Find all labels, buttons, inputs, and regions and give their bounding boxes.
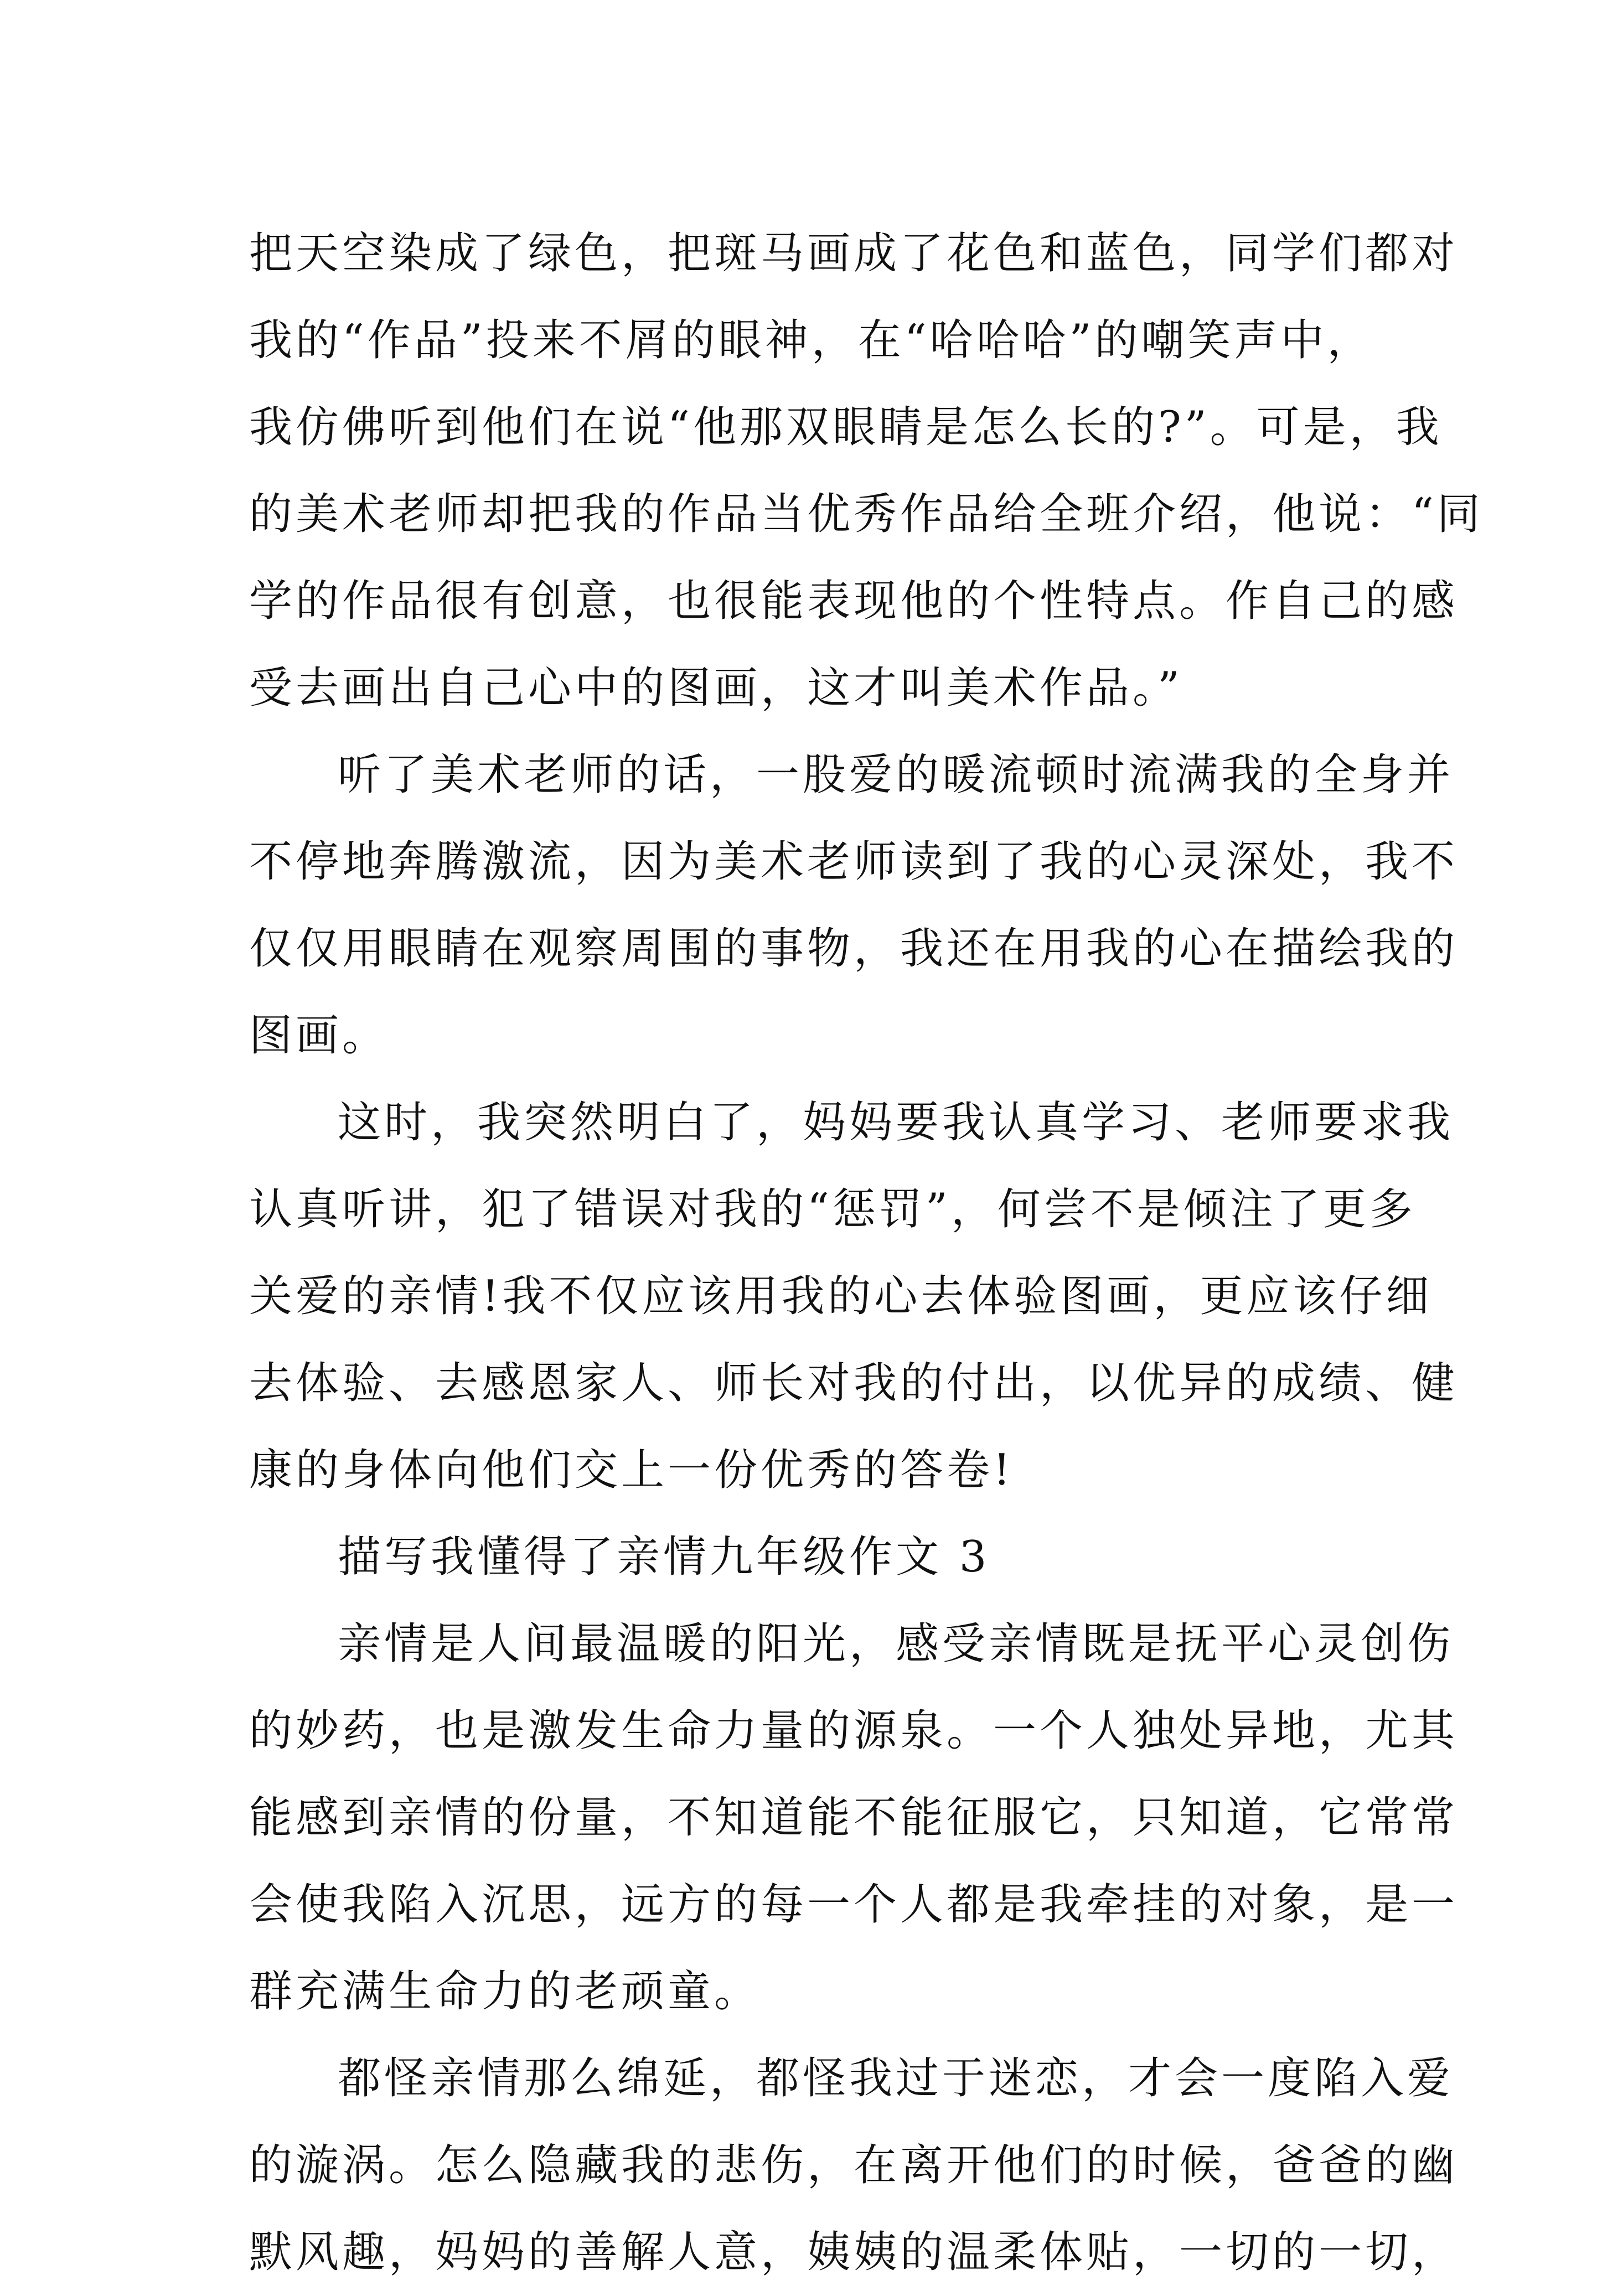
paragraph-first-line: 这时，我突然明白了，妈妈要我认真学习、老师要求我 <box>338 1098 1454 1147</box>
paragraph-first-line: 亲情是人间最温暖的阳光，感受亲情既是抚平心灵创伤 <box>338 1619 1454 1669</box>
text-line: 受去画出自己心中的图画，这才叫美术作品。” <box>249 663 1183 713</box>
text-line: 康的身体向他们交上一份优秀的答卷! <box>249 1445 1014 1495</box>
text-line: 不停地奔腾激流，因为美术老师读到了我的心灵深处，我不 <box>249 837 1459 887</box>
text-line: 的漩涡。怎么隐藏我的悲伤，在离开他们的时候，爸爸的幽 <box>249 2140 1459 2190</box>
text-line: 把天空染成了绿色，把斑马画成了花色和蓝色，同学们都对 <box>249 229 1459 278</box>
text-line: 我的“作品”投来不屑的眼神，在“哈哈哈”的嘲笑声中， <box>249 316 1374 365</box>
text-line: 关爱的亲情!我不仅应该用我的心去体验图画，更应该仔细 <box>249 1271 1433 1321</box>
text-line: 默风趣，妈妈的善解人意，姨姨的温柔体贴，一切的一切， <box>249 2227 1459 2277</box>
text-line: 我仿佛听到他们在说“他那双眼睛是怎么长的?”。可是，我 <box>249 402 1443 452</box>
text-line: 的美术老师却把我的作品当优秀作品给全班介绍，他说：“同 <box>249 489 1484 539</box>
text-line: 认真听讲，犯了错误对我的“惩罚”，何尝不是倾注了更多 <box>249 1185 1416 1234</box>
paragraph-first-line: 都怪亲情那么绵延，都怪我过于迷恋，才会一度陷入爱 <box>338 2054 1454 2103</box>
text-line: 的妙药，也是激发生命力量的源泉。一个人独处异地，尤其 <box>249 1706 1459 1756</box>
text-line: 图画。 <box>249 1011 389 1061</box>
section-heading: 描写我懂得了亲情九年级作文 3 <box>338 1532 990 1582</box>
text-line: 会使我陷入沉思，远方的每一个人都是我牵挂的对象，是一 <box>249 1880 1459 1930</box>
text-line: 能感到亲情的份量，不知道能不能征服它，只知道，它常常 <box>249 1793 1459 1843</box>
text-line: 群充满生命力的老顽童。 <box>249 1967 761 2016</box>
paragraph-first-line: 听了美术老师的话，一股爱的暖流顿时流满我的全身并 <box>338 750 1454 800</box>
document-body <box>249 210 1484 2296</box>
text-line: 去体验、去感恩家人、师长对我的付出，以优异的成绩、健 <box>249 1358 1459 1408</box>
text-line: 学的作品很有创意，也很能表现他的个性特点。作自己的感 <box>249 576 1459 626</box>
text-line: 仅仅用眼睛在观察周围的事物，我还在用我的心在描绘我的 <box>249 924 1459 974</box>
